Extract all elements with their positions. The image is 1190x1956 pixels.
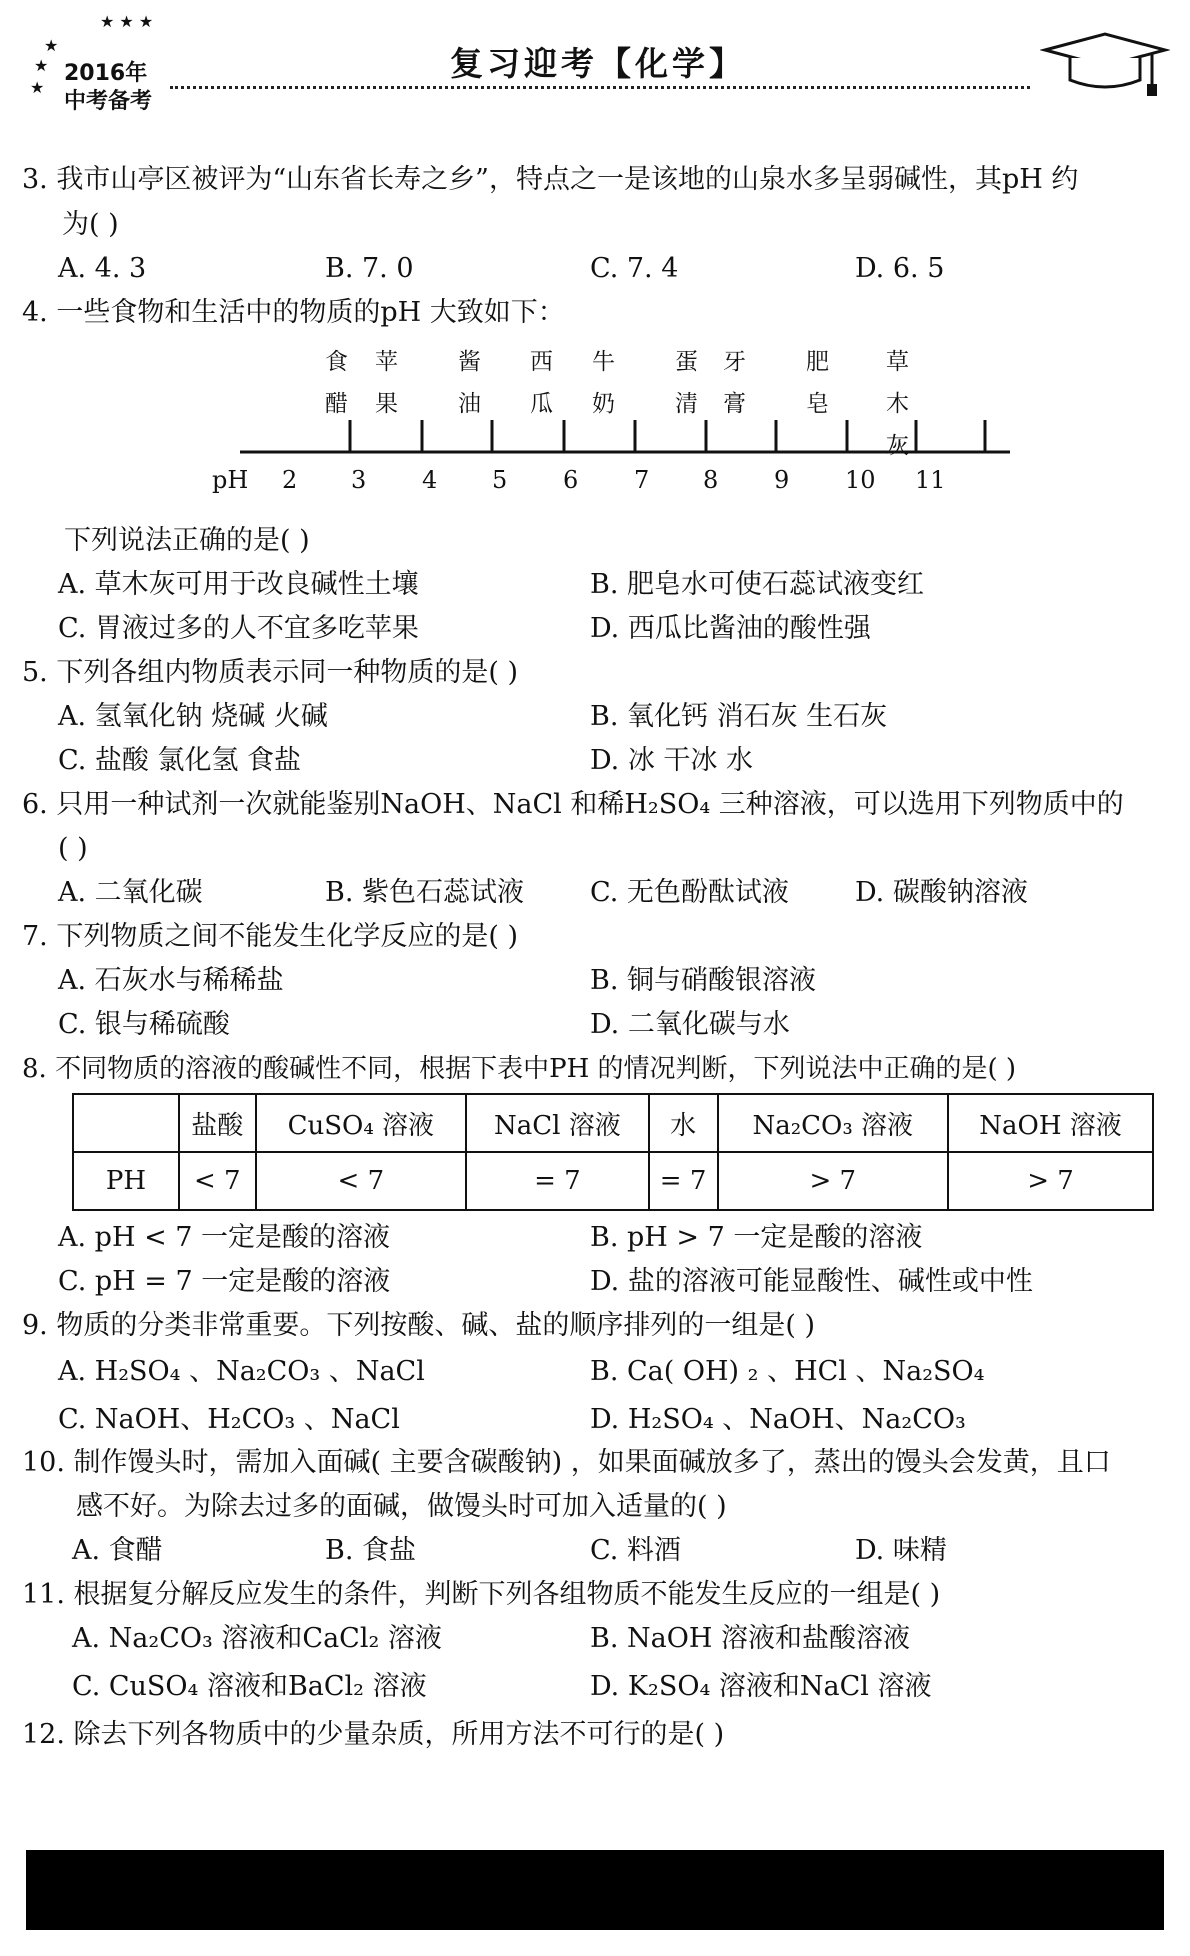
q9-option-c: C. NaOH、H₂CO₃ 、NaCl <box>58 1404 400 1435</box>
scale-label: 西 <box>530 349 553 375</box>
scale-label: 清 <box>675 391 698 417</box>
star-icon: ★ ★ ★ <box>100 12 154 31</box>
page-title: 复习迎考【化学】 <box>450 44 746 83</box>
table-cell: 水 <box>649 1094 718 1152</box>
tick-label: 6 <box>563 466 579 494</box>
ph-axis <box>230 412 1010 462</box>
q5-option-c: C. 盐酸 氯化氢 食盐 <box>58 745 302 776</box>
scale-label: 皂 <box>806 391 829 417</box>
q4-stem: 4. 一些食物和生活中的物质的pH 大致如下： <box>22 297 565 328</box>
tick-label: 10 <box>845 466 876 494</box>
scale-label: 瓜 <box>530 391 553 417</box>
q8-option-c: C. pH = 7 一定是酸的溶液 <box>58 1266 391 1297</box>
table-cell: < 7 <box>256 1152 467 1210</box>
q4-question: 下列说法正确的是( ) <box>64 525 310 556</box>
q6-option-c: C. 无色酚酞试液 <box>590 877 789 908</box>
table-cell: PH <box>73 1152 179 1210</box>
tick-label: 9 <box>774 466 790 494</box>
q10-option-b: B. 食盐 <box>325 1535 417 1566</box>
q3-option-a: A. 4. 3 <box>58 253 147 284</box>
q3-option-d: D. 6. 5 <box>855 253 945 284</box>
q10-stem-cont: 感不好。为除去过多的面碱，做馒头时可加入适量的( ) <box>76 1491 727 1522</box>
scale-label: 酱 <box>458 349 481 375</box>
scale-label: 木 <box>886 391 909 417</box>
scale-label: 奶 <box>592 391 615 417</box>
q3-option-c: C. 7. 4 <box>590 253 679 284</box>
table-cell: > 7 <box>718 1152 949 1210</box>
q4-option-b: B. 肥皂水可使石蕊试液变红 <box>590 569 925 600</box>
q6-option-b: B. 紫色石蕊试液 <box>325 877 525 908</box>
q4-option-a: A. 草木灰可用于改良碱性土壤 <box>58 569 419 600</box>
tick-label: 2 <box>282 466 298 494</box>
q7-option-b: B. 铜与硝酸银溶液 <box>590 965 817 996</box>
q9-option-a: A. H₂SO₄ 、Na₂CO₃ 、NaCl <box>58 1356 425 1387</box>
scale-label: 果 <box>375 391 398 417</box>
tick-label: 4 <box>422 466 438 494</box>
q4-option-c: C. 胃液过多的人不宜多吃苹果 <box>58 613 419 644</box>
q9-option-b: B. Ca( OH) ₂ 、HCl 、Na₂SO₄ <box>590 1356 985 1387</box>
star-icon: ★ <box>44 36 59 55</box>
scale-label: 蛋 <box>675 349 698 375</box>
scale-label: 牙 <box>723 349 746 375</box>
q3-option-b: B. 7. 0 <box>325 253 414 284</box>
scale-label: 食 <box>325 349 348 375</box>
q5-option-a: A. 氢氧化钠 烧碱 火碱 <box>58 701 328 732</box>
scale-label: 灰 <box>886 433 909 459</box>
q7-option-a: A. 石灰水与稀稀盐 <box>58 965 284 996</box>
header-badge <box>30 12 170 114</box>
q9-stem: 9. 物质的分类非常重要。下列按酸、碱、盐的顺序排列的一组是( ) <box>22 1310 815 1341</box>
q6-stem: 6. 只用一种试剂一次就能鉴别NaOH、NaCl 和稀H₂SO₄ 三种溶液，可以选用下列物质中的 <box>22 789 1124 820</box>
q11-option-c: C. CuSO₄ 溶液和BaCl₂ 溶液 <box>72 1671 427 1702</box>
q10-option-d: D. 味精 <box>855 1535 947 1566</box>
scale-label: 膏 <box>723 391 746 417</box>
table-cell: < 7 <box>179 1152 256 1210</box>
q8-option-d: D. 盐的溶液可能显酸性、碱性或中性 <box>590 1266 1033 1297</box>
tick-label: 3 <box>351 466 367 494</box>
footer-bar <box>26 1850 1164 1930</box>
table-cell <box>73 1094 179 1152</box>
q11-option-a: A. Na₂CO₃ 溶液和CaCl₂ 溶液 <box>72 1623 442 1654</box>
q6-option-a: A. 二氧化碳 <box>58 877 203 908</box>
q8-option-a: A. pH < 7 一定是酸的溶液 <box>58 1222 391 1253</box>
q3-stem-cont: 为( ) <box>62 209 119 240</box>
table-cell: = 7 <box>466 1152 649 1210</box>
q5-option-d: D. 冰 干冰 水 <box>590 745 754 776</box>
q12-stem: 12. 除去下列各物质中的少量杂质，所用方法不可行的是( ) <box>22 1719 725 1750</box>
q6-option-d: D. 碳酸钠溶液 <box>855 877 1028 908</box>
table-cell: NaOH 溶液 <box>948 1094 1153 1152</box>
q3-stem: 3. 我市山亭区被评为“山东省长寿之乡”，特点之一是该地的山泉水多呈弱碱性，其pH 约 <box>22 164 1079 195</box>
table-cell: = 7 <box>649 1152 718 1210</box>
scale-label: 草 <box>886 349 909 375</box>
q9-option-d: D. H₂SO₄ 、NaOH、Na₂CO₃ <box>590 1404 966 1435</box>
q10-option-a: A. 食醋 <box>72 1535 163 1566</box>
tick-label: 11 <box>915 466 946 494</box>
q8-stem: 8. 不同物质的溶液的酸碱性不同，根据下表中PH 的情况判断，下列说法中正确的是( ) <box>22 1054 1017 1084</box>
q11-option-d: D. K₂SO₄ 溶液和NaCl 溶液 <box>590 1671 932 1702</box>
q8-option-b: B. pH > 7 一定是酸的溶液 <box>590 1222 923 1253</box>
tick-label: 7 <box>634 466 650 494</box>
tick-label: 8 <box>703 466 719 494</box>
table-header-row <box>73 1094 1153 1152</box>
q5-option-b: B. 氧化钙 消石灰 生石灰 <box>590 701 888 732</box>
q11-stem: 11. 根据复分解反应发生的条件，判断下列各组物质不能发生反应的一组是( ) <box>22 1579 941 1610</box>
q6-stem-cont: ( ) <box>58 833 88 864</box>
q7-stem: 7. 下列物质之间不能发生化学反应的是( ) <box>22 921 518 952</box>
table-cell: 盐酸 <box>179 1094 256 1152</box>
scale-label: 油 <box>458 391 481 417</box>
q10-stem: 10. 制作馒头时，需加入面碱( 主要含碳酸钠) ，如果面碱放多了，蒸出的馒头会发黄，且口 <box>22 1447 1111 1478</box>
table-cell: > 7 <box>948 1152 1153 1210</box>
ph-table <box>72 1093 1154 1211</box>
graduation-cap-icon <box>1040 28 1170 98</box>
q7-option-d: D. 二氧化碳与水 <box>590 1009 790 1040</box>
q4-option-d: D. 西瓜比酱油的酸性强 <box>590 613 871 644</box>
q5-stem: 5. 下列各组内物质表示同一种物质的是( ) <box>22 657 518 688</box>
header-subtitle: 中考备考 <box>64 89 153 114</box>
table-row <box>73 1152 1153 1210</box>
star-icon: ★ <box>30 78 45 97</box>
q10-option-c: C. 料酒 <box>590 1535 681 1566</box>
q11-option-b: B. NaOH 溶液和盐酸溶液 <box>590 1623 910 1654</box>
scale-label: 牛 <box>592 349 615 375</box>
q7-option-c: C. 银与稀硫酸 <box>58 1009 230 1040</box>
scale-label: 醋 <box>325 391 348 417</box>
table-cell: Na₂CO₃ 溶液 <box>718 1094 949 1152</box>
scale-label: 肥 <box>806 349 829 375</box>
scale-label: 苹 <box>375 349 398 375</box>
table-cell: CuSO₄ 溶液 <box>256 1094 467 1152</box>
header-divider <box>170 86 1030 89</box>
header-year: 2016年 <box>64 61 148 86</box>
tick-label: 5 <box>492 466 508 494</box>
star-icon: ★ <box>34 56 49 75</box>
table-cell: NaCl 溶液 <box>466 1094 649 1152</box>
ph-axis-label: pH <box>212 466 249 494</box>
